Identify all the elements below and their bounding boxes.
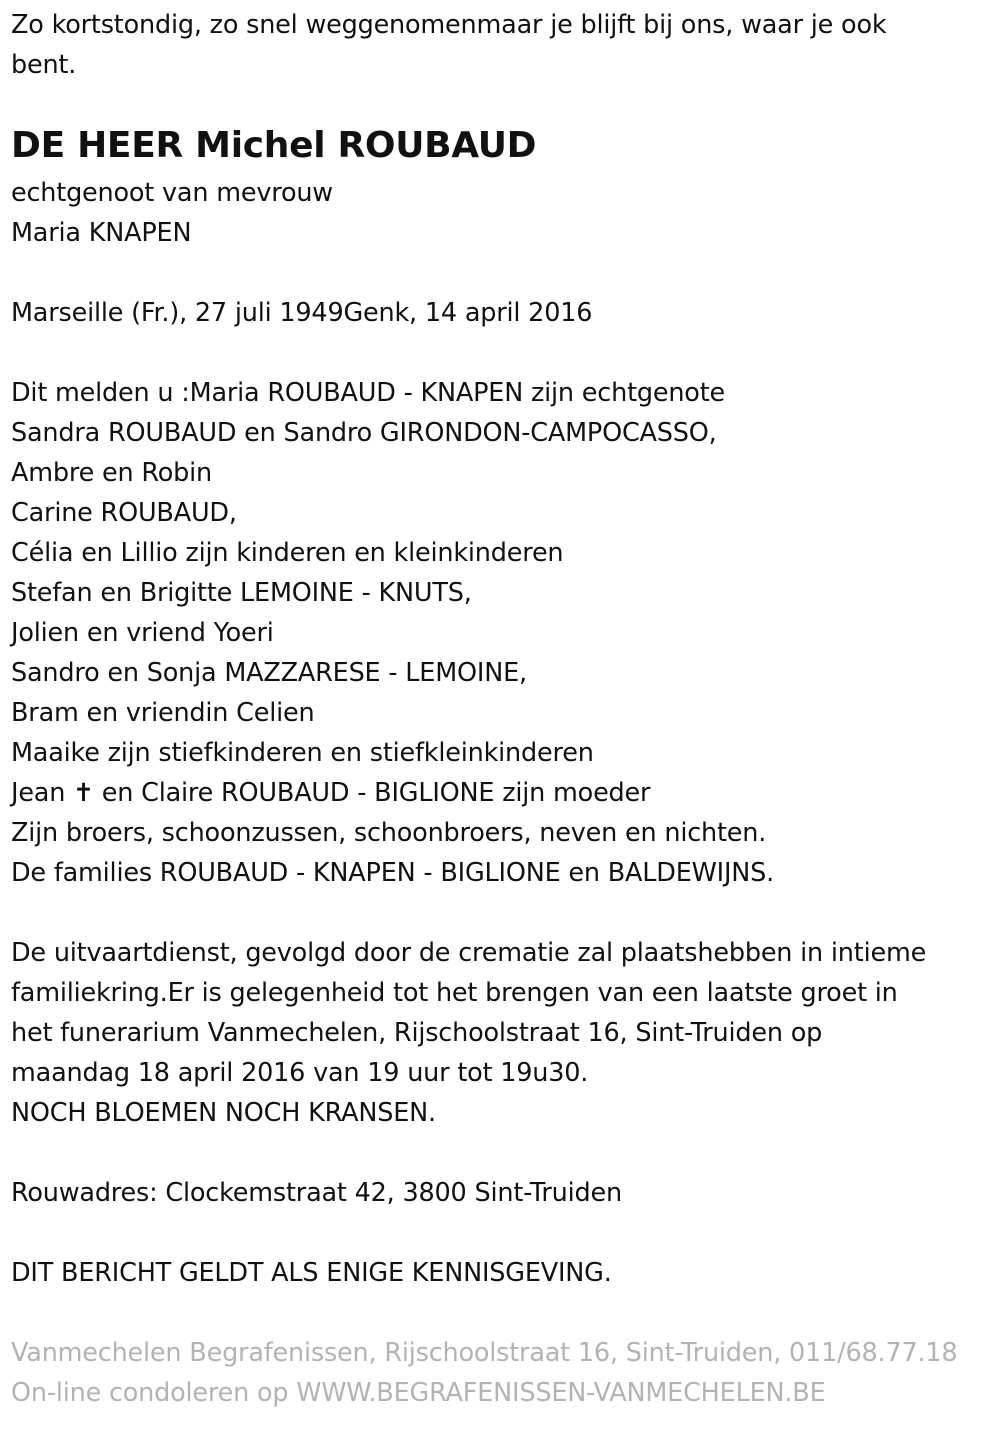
family-line: Bram en vriendin Celien xyxy=(11,698,315,728)
intro-line-2: bent. xyxy=(11,50,77,80)
deceased-name: DE HEER Michel ROUBAUD xyxy=(11,125,537,166)
family-line: De families ROUBAUD - KNAPEN - BIGLIONE en BALDEWIJNS. xyxy=(11,858,775,888)
notice-line: DIT BERICHT GELDT ALS ENIGE KENNISGEVING. xyxy=(11,1258,612,1288)
family-line: Jolien en vriend Yoeri xyxy=(11,618,274,648)
service-line: het funerarium Vanmechelen, Rijschoolstraat 16, Sint-Truiden op xyxy=(11,1018,823,1048)
service-line: De uitvaartdienst, gevolgd door de crematie zal plaatshebben in intieme xyxy=(11,938,927,968)
mourning-address: Rouwadres: Clockemstraat 42, 3800 Sint-Truiden xyxy=(11,1178,622,1208)
family-line: Dit melden u :Maria ROUBAUD - KNAPEN zijn echtgenote xyxy=(11,378,725,408)
family-line: Stefan en Brigitte LEMOINE - KNUTS, xyxy=(11,578,472,608)
service-line: familiekring.Er is gelegenheid tot het brengen van een laatste groet in xyxy=(11,978,898,1008)
funeral-home-line: Vanmechelen Begrafenissen, Rijschoolstraat 16, Sint-Truiden, 011/68.77.18 xyxy=(11,1338,958,1368)
birth-death-dates: Marseille (Fr.), 27 juli 1949Genk, 14 april 2016 xyxy=(11,298,593,328)
intro-line-1: Zo kortstondig, zo snel weggenomenmaar je blijft bij ons, waar je ook xyxy=(11,10,887,40)
spouse-line-2: Maria KNAPEN xyxy=(11,218,192,248)
family-line: Ambre en Robin xyxy=(11,458,212,488)
family-line: Zijn broers, schoonzussen, schoonbroers, neven en nichten. xyxy=(11,818,767,848)
family-line: Carine ROUBAUD, xyxy=(11,498,237,528)
family-line: Célia en Lillio zijn kinderen en kleinkinderen xyxy=(11,538,564,568)
family-line-jean xyxy=(11,773,650,813)
condolence-line: On-line condoleren op WWW.BEGRAFENISSEN-VANMECHELEN.BE xyxy=(11,1378,826,1408)
cross-icon: ✝ xyxy=(73,778,94,807)
jean-name: Jean xyxy=(11,778,66,808)
family-line: Sandro en Sonja MAZZARESE - LEMOINE, xyxy=(11,658,527,688)
jean-suffix: en Claire ROUBAUD - BIGLIONE zijn moeder xyxy=(101,778,651,808)
spouse-line-1: echtgenoot van mevrouw xyxy=(11,178,333,208)
service-line: maandag 18 april 2016 van 19 uur tot 19u30. xyxy=(11,1058,589,1088)
family-line: Maaike zijn stiefkinderen en stiefkleinkinderen xyxy=(11,738,594,768)
service-line: NOCH BLOEMEN NOCH KRANSEN. xyxy=(11,1098,436,1128)
family-line: Sandra ROUBAUD en Sandro GIRONDON-CAMPOCASSO, xyxy=(11,418,717,448)
